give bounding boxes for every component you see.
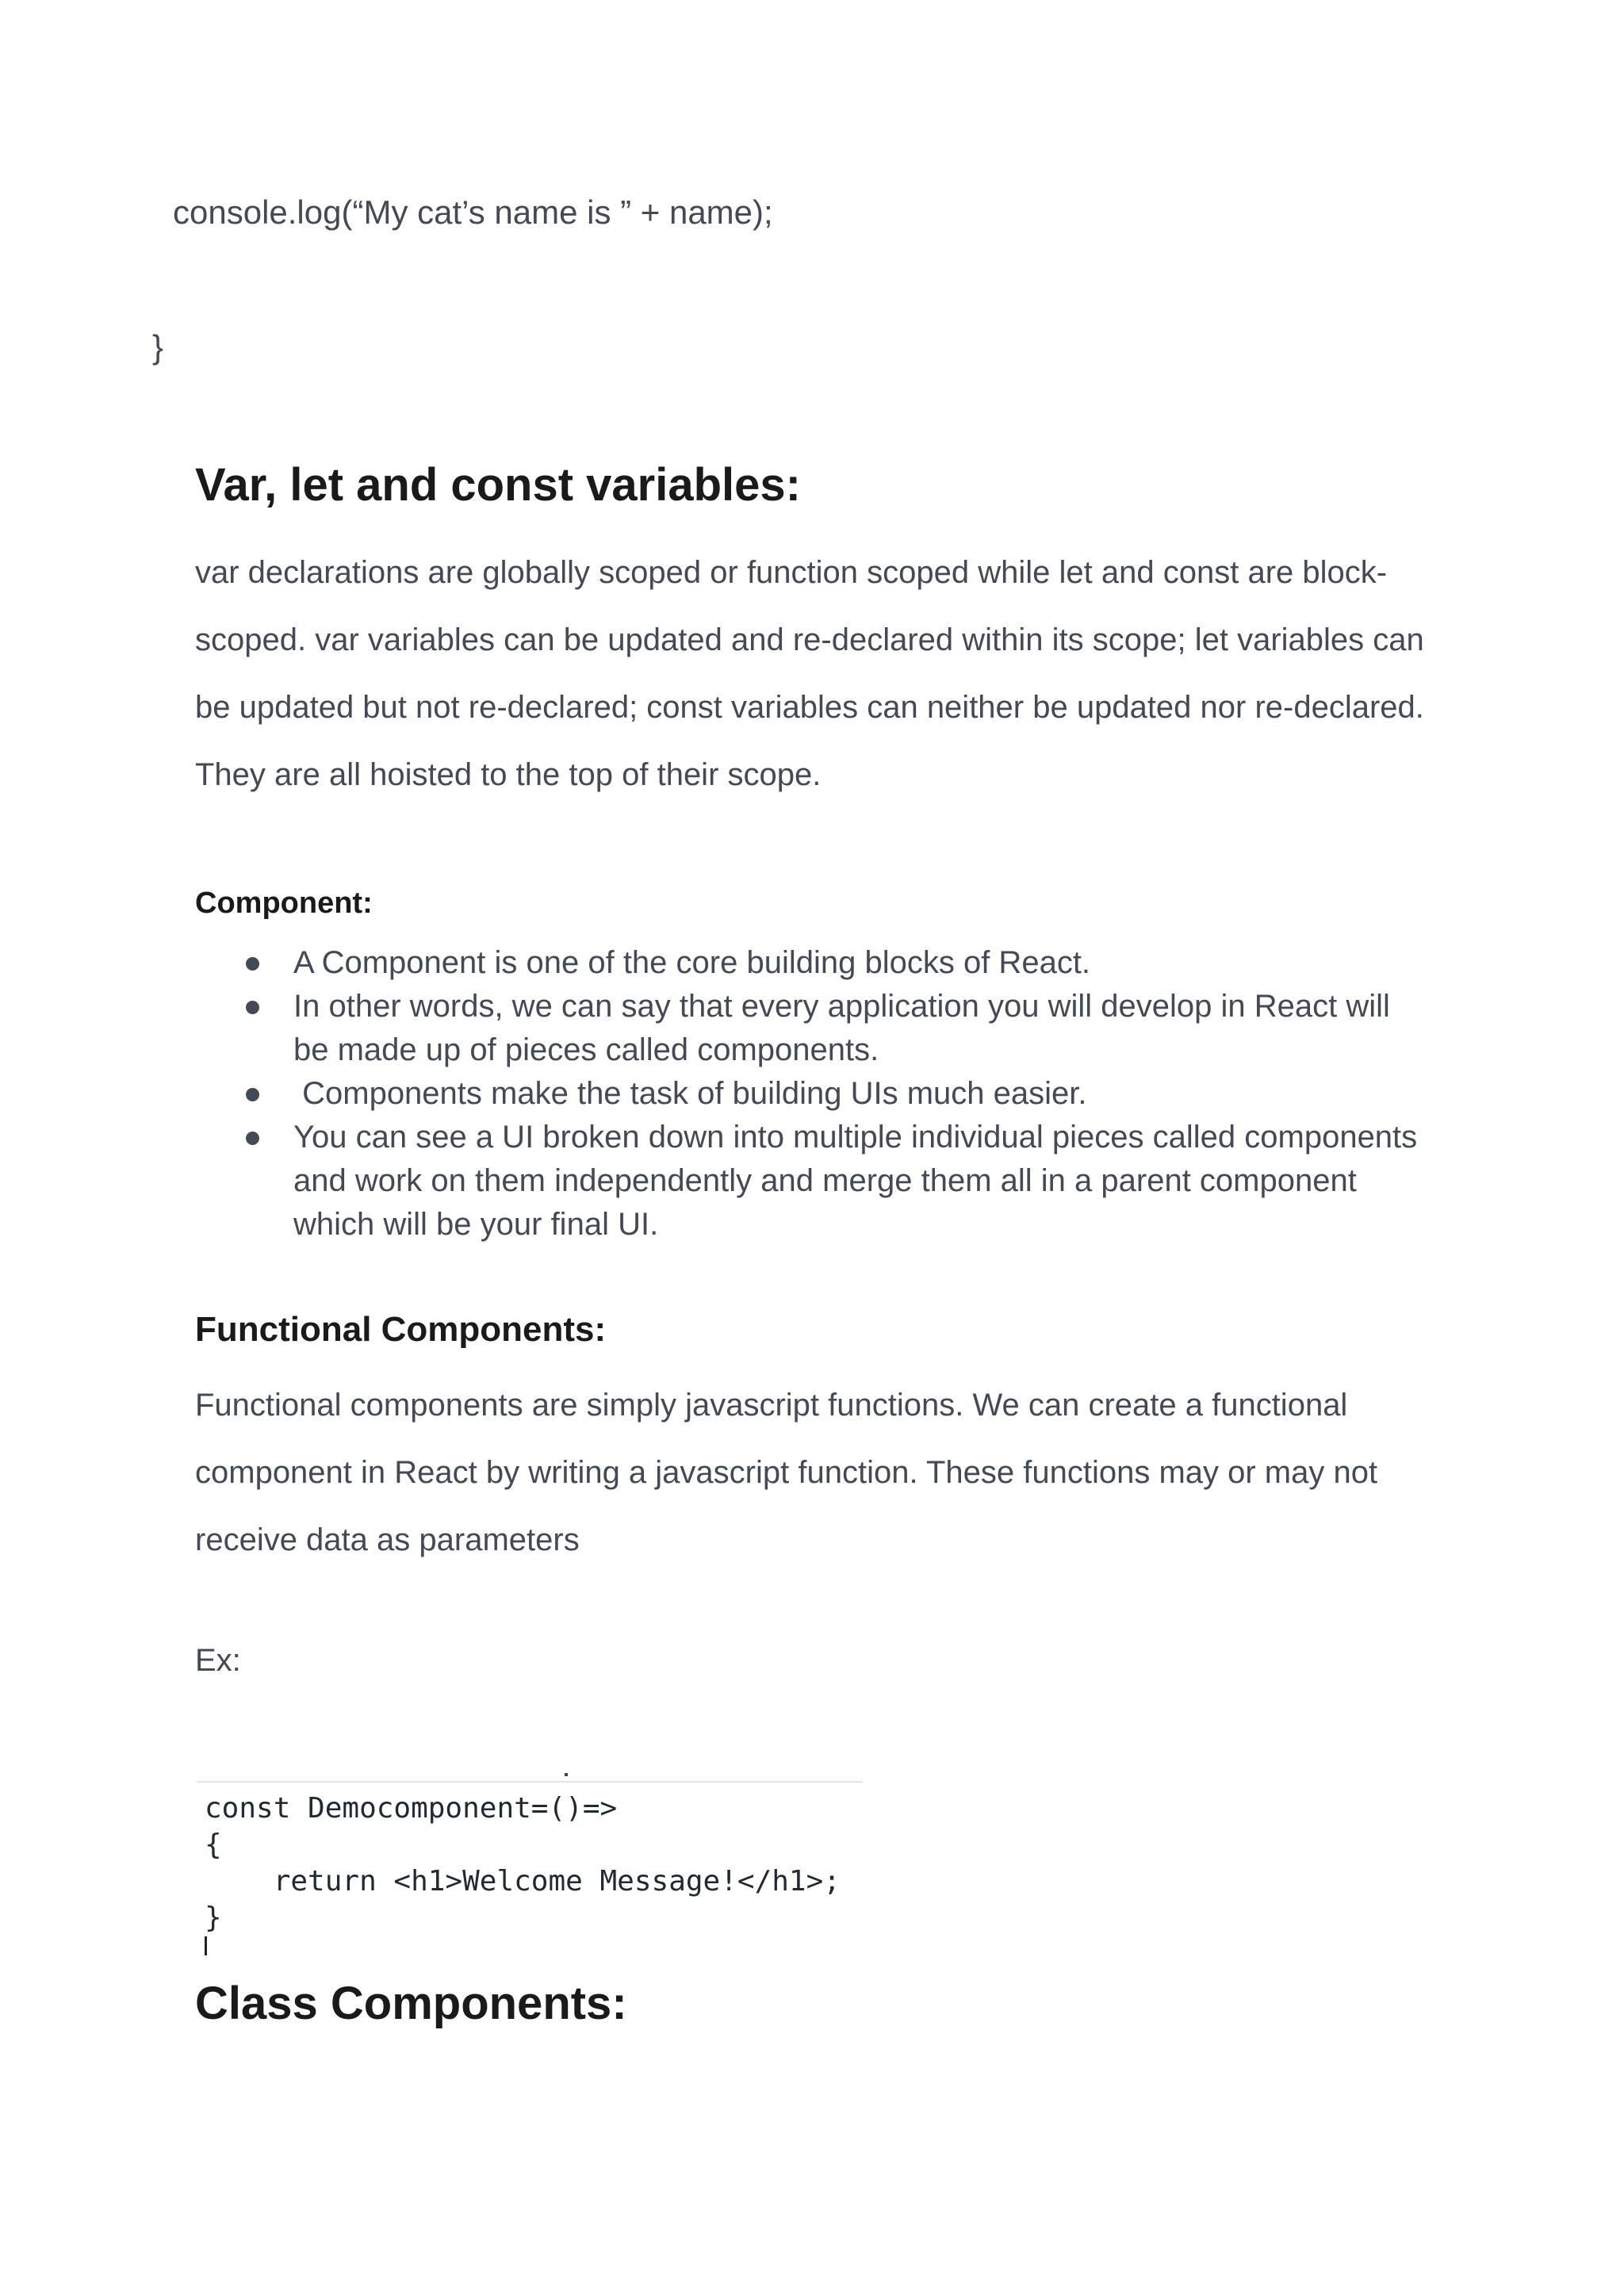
divider — [197, 1781, 863, 1783]
code-screenshot — [197, 1781, 863, 1947]
example-label: Ex: — [195, 1643, 241, 1678]
code-closing-brace: } — [152, 328, 164, 366]
list-item-text: In other words, we can say that every application you will develop in React will be made up of pieces called components. — [293, 989, 1390, 1067]
functional-components-heading: Functional Components: — [195, 1310, 607, 1349]
list-item-text: Components make the task of building UIs much easier. — [293, 1076, 1087, 1111]
bullet-icon — [246, 1132, 259, 1145]
component-bullet-list — [195, 941, 1432, 1247]
class-components-heading: Class Components: — [195, 1978, 627, 2029]
component-heading: Component: — [195, 887, 373, 920]
code-block: const Democomponent=()=> { return <h1>Welcome Message!</h1>; } — [205, 1792, 841, 1934]
text-cursor-icon — [205, 1936, 207, 1955]
list-item-text: You can see a UI broken down into multiple individual pieces called components and work on them independently and merge them all in a parent component which will be your final UI. — [293, 1120, 1418, 1242]
code-console-log-line: console.log(“My cat’s name is ” + name); — [173, 193, 773, 231]
list-item — [195, 1072, 1432, 1116]
var-let-const-heading: Var, let and const variables: — [195, 459, 801, 511]
bullet-icon — [246, 1001, 259, 1014]
list-item-text: A Component is one of the core building blocks of React. — [293, 945, 1091, 980]
functional-components-paragraph: Functional components are simply javascript functions. We can create a functional component in React by writing a javascript function. These functions may or may not receive data as parameters — [195, 1388, 1378, 1557]
bullet-icon — [246, 957, 259, 971]
list-item — [195, 985, 1432, 1072]
list-item — [195, 1116, 1432, 1247]
list-item — [195, 941, 1432, 985]
bullet-icon — [246, 1088, 259, 1101]
var-let-const-paragraph: var declarations are globally scoped or function scoped while let and const are block-scoped. var variables can be updated and re-declared within its scope; let variables can be updated but not re-declared; const variables can neither be updated nor re-declared. They are all hoisted to the top of their scope. — [195, 555, 1424, 792]
stray-dot — [565, 1773, 568, 1776]
